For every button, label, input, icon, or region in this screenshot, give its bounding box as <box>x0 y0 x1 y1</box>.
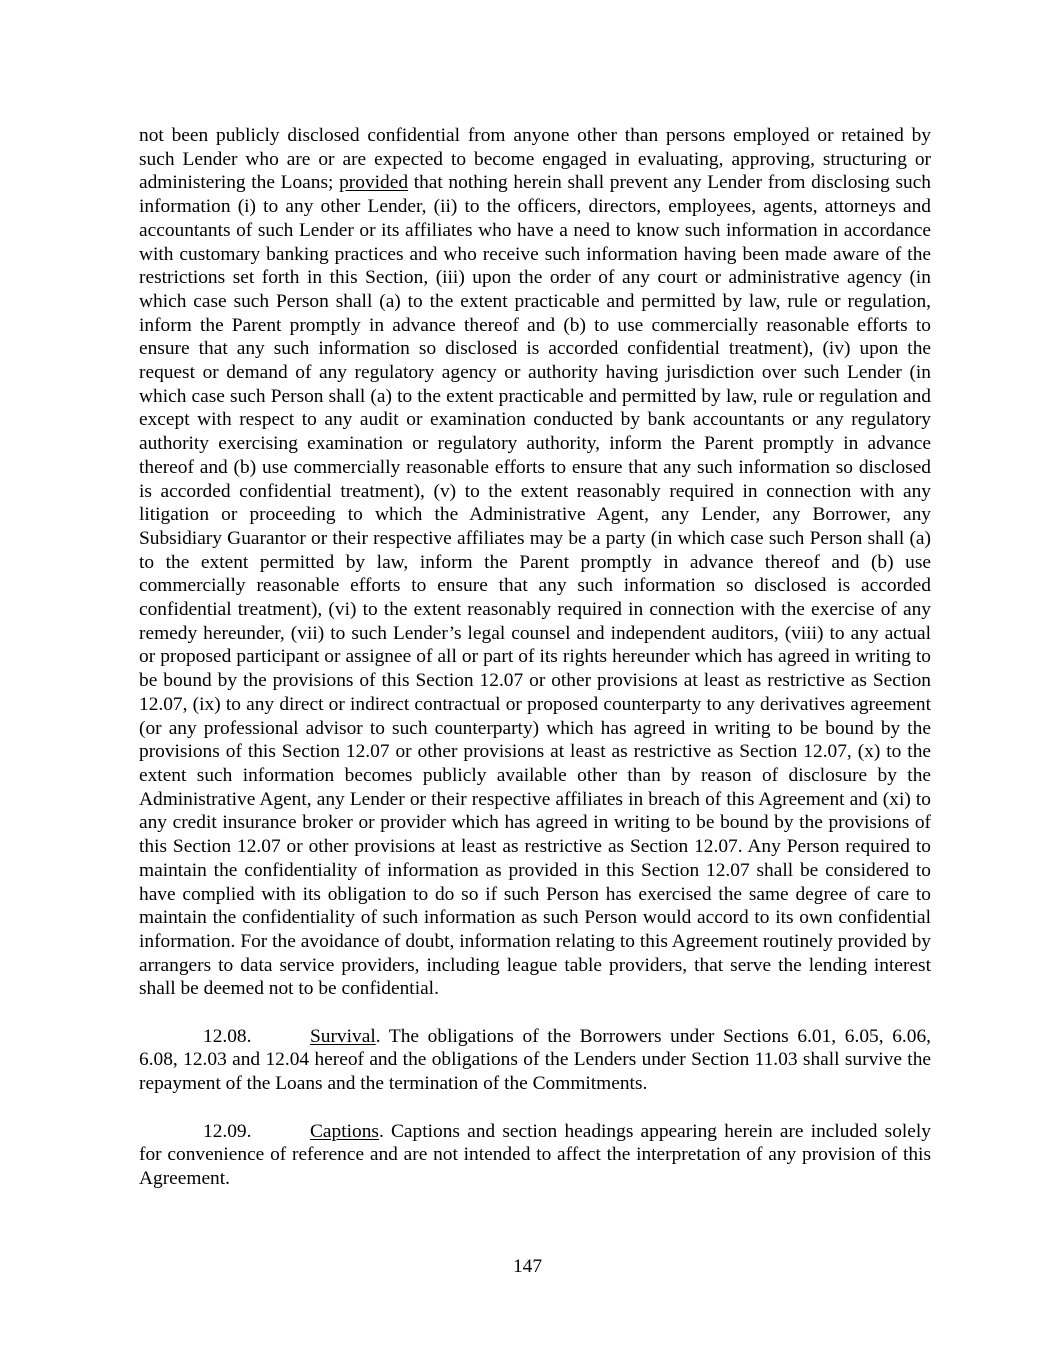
confidentiality-paragraph <box>139 124 931 1001</box>
section-heading: Captions <box>310 1120 379 1142</box>
section-text: . The obligations of the Borrowers under Sections 6.01, 6.05, 6.06, 6.08, 12.03 and 12.04 hereof and the obligations of the Lenders under Section 11.03 shall survive the repayment of the Loans and the termination of the Commitments. <box>139 1025 931 1095</box>
paragraph-body: that nothing herein shall prevent any Lender from disclosing such information (i) to any other Lender, (ii) to the officers, directors, employees, agents, attorneys and accountants of such Lender or its affiliates who have a need to know such information in accordance with customary banking practices and who receive such information having been made aware of the restrictions set forth in this Section, (iii) upon the order of any court or administrative agency (in which case such Person shall (a) to the extent practicable and permitted by law, rule or regulation, inform the Parent promptly in advance thereof and (b) to use commercially reasonable efforts to ensure that any such information so disclosed is accorded confidential treatment), (iv) upon the request or demand of any regulatory agency or authority having jurisdiction over such Lender (in which case such Person shall (a) to the extent practicable and permitted by law, rule or regulation and except with respect to any audit or examination conducted by bank accountants or any regulatory authority exercising examination or regulatory authority, inform the Parent promptly in advance thereof and (b) use commercially reasonable efforts to ensure that any such information so disclosed is accorded confidential treatment), (v) to the extent reasonably required in connection with any litigation or proceeding to which the Administrative Agent, any Lender, any Borrower, any Subsidiary Guarantor or their respective affiliates may be a party (in which case such Person shall (a) to the extent permitted by law, inform the Parent promptly in advance thereof and (b) use commercially reasonable efforts to ensure that any such information so disclosed is accorded confidential treatment), (vi) to the extent reasonably required in connection with the exercise of any remedy hereunder, (vii) to such Lender’s legal counsel and independent auditors, (viii) to any actual or proposed participant or assignee of all or part of its rights hereunder which has agreed in writing to be bound by the provisions of this Section 12.07 or other provisions at least as restrictive as Section 12.07, (ix) to any direct or indirect contractual or proposed counterparty to any derivatives agreement (or any professional advisor to such counterparty) which has agreed in writing to be bound by the provisions of this Section 12.07 or other provisions at least as restrictive as Section 12.07, (x) to the extent such information becomes publicly available other than by reason of disclosure by the Administrative Agent, any Lender or their respective affiliates in breach of this Agreement and (xi) to any credit insurance broker or provider which has agreed in writing to be bound by the provisions of this Section 12.07 or other provisions at least as restrictive as Section 12.07. Any Person required to maintain the confidentiality of information as provided in this Section 12.07 shall be considered to have complied with its obligation to do so if such Person has exercised the same degree of care to maintain the confidentiality of such information as such Person would accord to its own confidential information. For the avoidance of doubt, information relating to this Agreement routinely provided by arrangers to data service providers, including league table providers, that serve the lending interest shall be deemed not to be confidential. <box>139 172 931 1000</box>
section-heading: Survival <box>310 1025 376 1047</box>
section-text: . Captions and section headings appearing herein are included solely for convenience of reference and are not intended to affect the interpretation of any provision of this Agreement. <box>139 1120 931 1189</box>
section-number: 12.09. <box>203 1120 252 1142</box>
provided-term: provided <box>339 172 409 194</box>
section-number: 12.08. <box>203 1025 252 1047</box>
section-captions <box>139 1120 931 1191</box>
page-number: 147 <box>512 1256 543 1277</box>
section-survival <box>139 1025 931 1096</box>
document-page <box>139 124 931 1191</box>
paragraph-lead: not been publicly disclosed confidential from anyone other than persons employed or retained by such Lender who are or are expected to become engaged in evaluating, approving, structuring or administering the Loans; <box>139 125 931 194</box>
